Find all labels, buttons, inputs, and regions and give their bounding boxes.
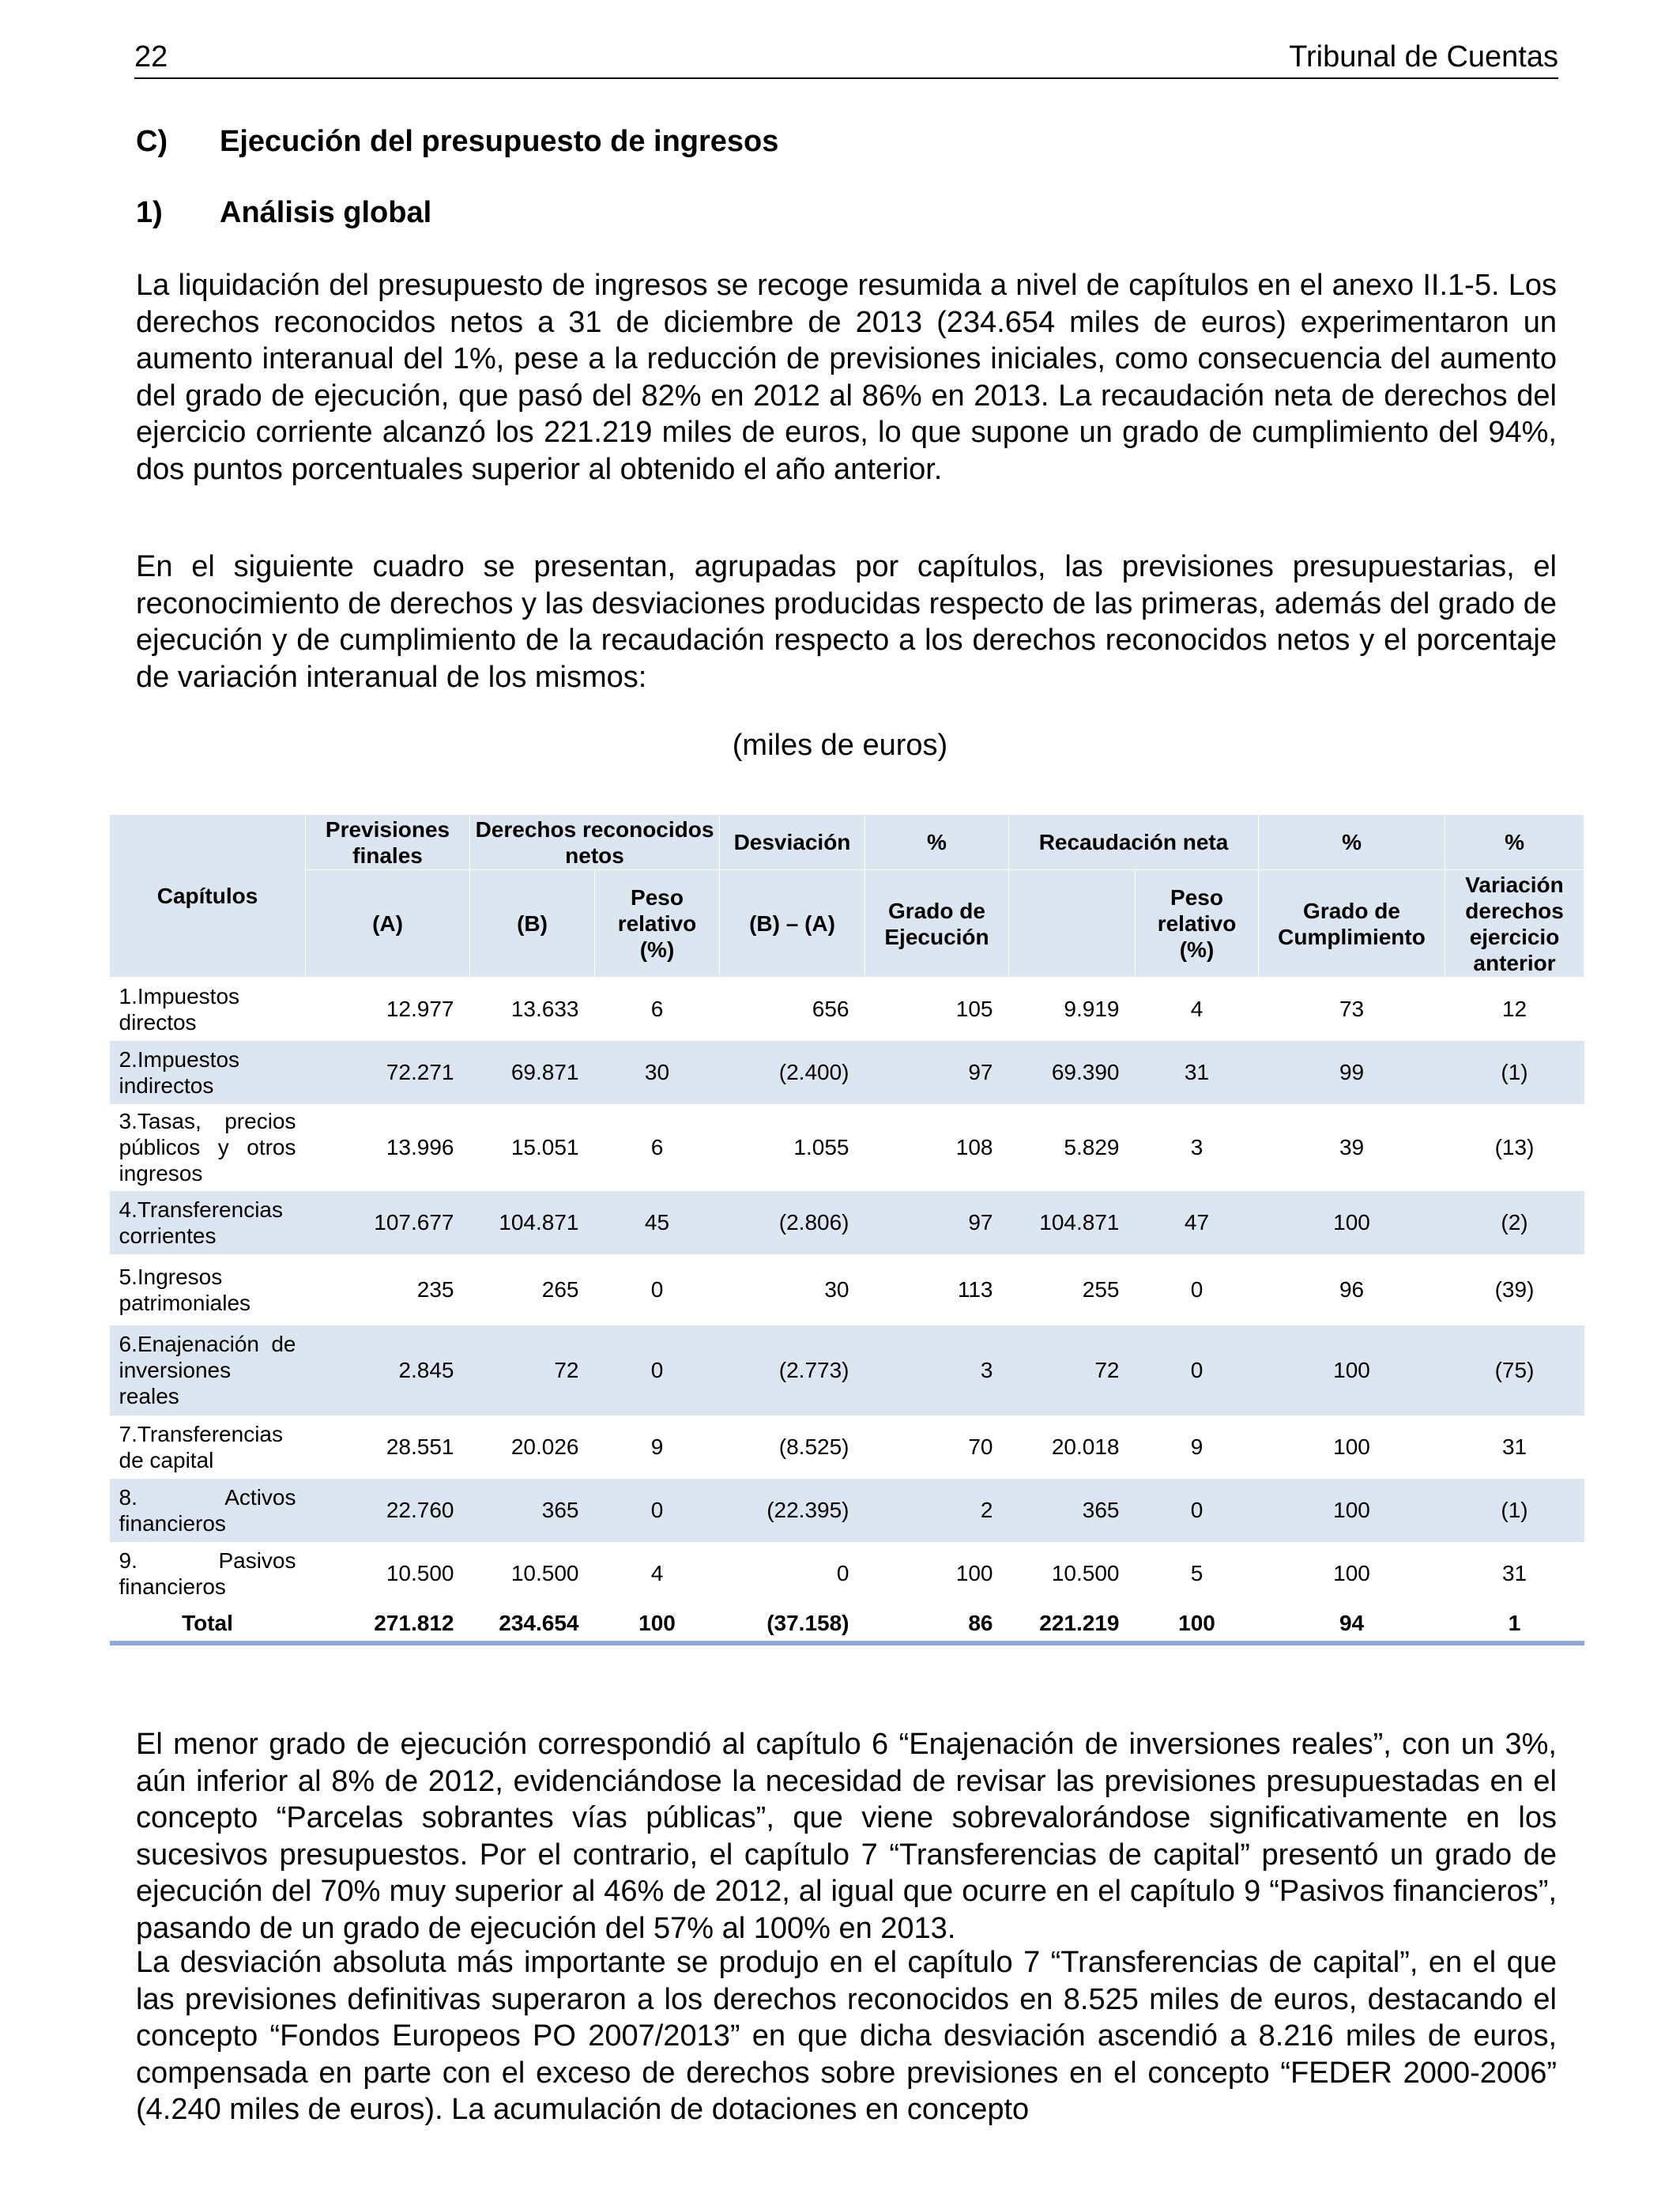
table-header-row-2 (110, 870, 1584, 978)
cell-desviacion: (22.395) (720, 1479, 865, 1542)
table-total-row (110, 1605, 1584, 1643)
cell-desviacion: (8.525) (778, 1434, 849, 1459)
cell-grado-cumplimiento: 100 (1259, 1325, 1445, 1416)
cell-grado-ejecucion: 108 (955, 1135, 993, 1159)
paragraph-3: El menor grado de ejecución correspondió al capítulo 6 “Enajenación de inversiones reales”, con un 3%, aún inferior al 8% de 2012, evidenciándose la necesidad de revisar las previsiones presupuestadas en el concepto “Parcelas sobrantes vías públicas”, que viene sobrevalorándose significativamente en los sucesivos presupuestos. Por el contrario, el capítulo 7 “Transferencias de capital” presentó un grado de ejecución del 70% muy superior al 46% de 2012, al igual que ocurre en el capítulo 9 “Pasivos financieros”, pasando de un grado de ejecución del 57% al 100% en 2013. (136, 1728, 1557, 1945)
table-row (110, 1325, 1584, 1416)
subsection-title: Análisis global (220, 196, 432, 229)
paragraph-2: En el siguiente cuadro se presentan, agrupadas por capítulos, las previsiones presupuestarias, el reconocimiento de derechos y las desviaciones producidas respecto de las primeras, además del grado de ejecución y de cumplimiento de la recaudación respecto a los derechos reconocidos netos y el porcentaje de variación interanual de los mismos: (136, 550, 1557, 694)
col-header-peso-relativo-2: Peso relativo (%) (1136, 870, 1259, 978)
cell-previsiones: 235 (416, 1277, 454, 1302)
col-header-variacion: Variación derechos ejercicio anterior (1445, 870, 1584, 978)
cell-capitulo: 6.Enajenación de inversiones reales (110, 1325, 306, 1416)
cell-desviacion: 1.055 (793, 1135, 849, 1159)
cell-recaudacion: 104.871 (1009, 1191, 1136, 1254)
cell-peso-recaudacion: 0 (1136, 1479, 1259, 1542)
cell-desviacion: 656 (812, 997, 849, 1022)
cell-recaudacion: 255 (1082, 1277, 1120, 1302)
col-header-pct-variacion: % (1445, 815, 1584, 870)
cell-capitulo: 7.Transferencias de capital (119, 1421, 283, 1472)
paragraph-2-container (136, 548, 1557, 696)
cell-total-recaudacion: 221.219 (1009, 1605, 1136, 1643)
table-row (110, 1191, 1584, 1254)
cell-previsiones: 12.977 (386, 997, 454, 1022)
col-header-b-minus-a: (B) – (A) (720, 870, 865, 978)
cell-previsiones: 72.271 (306, 1041, 470, 1104)
cell-peso-recaudacion: 31 (1136, 1041, 1259, 1104)
paragraph-3-container (136, 1726, 1557, 1947)
cell-total-peso-recaudacion: 100 (1136, 1605, 1259, 1643)
cell-previsiones: 10.500 (386, 1561, 454, 1585)
cell-peso-recaudacion: 5 (1190, 1561, 1203, 1585)
table-row (110, 1479, 1584, 1542)
page-header (134, 40, 1558, 79)
table-row (110, 1041, 1584, 1104)
col-header-recaudacion-blank (1009, 870, 1136, 978)
col-header-derechos: Derechos reconocidos netos (470, 815, 720, 870)
cell-peso-relativo: 30 (595, 1041, 720, 1104)
col-header-grado-ejecucion: Grado de Ejecución (865, 870, 1009, 978)
cell-derechos: 265 (541, 1277, 579, 1302)
cell-derechos: 365 (470, 1479, 595, 1542)
paragraph-1: La liquidación del presupuesto de ingresos se recoge resumida a nivel de capítulos en el anexo II.1-5. Los derechos reconocidos netos a 31 de diciembre de 2013 (234.654 miles de euros) experimentaron un aumento interanual del 1%, pese a la reducción de previsiones iniciales, como consecuencia del aumento del grado de ejecución, que pasó del 82% en 2012 al 86% en 2013. La recaudación neta de derechos del ejercicio corriente alcanzó los 221.219 miles de euros, lo que supone un grado de cumplimiento del 94%, dos puntos porcentuales superior al obtenido el año anterior. (136, 269, 1557, 486)
cell-peso-relativo: 45 (595, 1191, 720, 1254)
table-row (110, 1254, 1584, 1325)
cell-desviacion: 30 (824, 1277, 849, 1302)
col-header-previsiones: Previsiones finales (306, 815, 470, 870)
cell-previsiones: 28.551 (386, 1434, 454, 1459)
cell-recaudacion: 20.018 (1051, 1434, 1120, 1459)
cell-variacion: (39) (1494, 1277, 1535, 1302)
cell-peso-relativo: 0 (650, 1277, 664, 1302)
cell-peso-recaudacion: 0 (1190, 1277, 1203, 1302)
cell-grado-cumplimiento: 96 (1339, 1277, 1365, 1302)
cell-variacion: (75) (1445, 1325, 1584, 1416)
cell-capitulo: 3.Tasas, precios públicos y otros ingresos (119, 1109, 296, 1186)
cell-total-derechos: 234.654 (470, 1605, 595, 1643)
col-header-b: (B) (470, 870, 595, 978)
cell-derechos: 15.051 (510, 1135, 579, 1159)
cell-previsiones: 2.845 (306, 1325, 470, 1416)
table-row (110, 1416, 1584, 1479)
cell-total-label: Total (110, 1605, 306, 1643)
cell-grado-ejecucion: 70 (968, 1434, 993, 1459)
table-header-row-1 (110, 815, 1584, 870)
table-units: (miles de euros) (732, 729, 948, 762)
cell-capitulo: 9. Pasivos financieros (119, 1547, 296, 1599)
cell-peso-recaudacion: 47 (1136, 1191, 1259, 1254)
cell-peso-relativo: 0 (595, 1325, 720, 1416)
cell-total-grado-cumplimiento: 94 (1259, 1605, 1445, 1643)
cell-grado-cumplimiento: 100 (1333, 1561, 1370, 1585)
cell-previsiones: 13.996 (386, 1135, 454, 1159)
cell-grado-ejecucion: 3 (865, 1325, 1009, 1416)
page-number: 22 (134, 40, 168, 74)
cell-desviacion: 0 (836, 1561, 849, 1585)
col-header-peso-relativo-1: Peso relativo (%) (595, 870, 720, 978)
cell-grado-cumplimiento: 100 (1259, 1191, 1445, 1254)
cell-capitulo: 8. Activos financieros (110, 1479, 306, 1542)
col-header-a: (A) (306, 870, 470, 978)
cell-grado-cumplimiento: 73 (1339, 997, 1365, 1022)
cell-variacion: 31 (1501, 1561, 1527, 1585)
cell-desviacion: (2.806) (720, 1191, 865, 1254)
cell-variacion: (13) (1494, 1135, 1535, 1159)
budget-table (109, 814, 1584, 1646)
cell-peso-relativo: 9 (650, 1434, 664, 1459)
cell-peso-recaudacion: 0 (1136, 1325, 1259, 1416)
cell-variacion: (1) (1445, 1479, 1584, 1542)
col-header-recaudacion: Recaudación neta (1009, 815, 1259, 870)
cell-variacion: 31 (1501, 1434, 1527, 1459)
section-title: Ejecución del presupuesto de ingresos (220, 125, 779, 158)
col-header-capitulos: Capítulos (110, 815, 306, 978)
cell-recaudacion: 10.500 (1051, 1561, 1120, 1585)
subsection-number: 1) (136, 196, 163, 229)
cell-capitulo: 5.Ingresos patrimoniales (119, 1264, 251, 1315)
cell-grado-ejecucion: 97 (865, 1041, 1009, 1104)
paragraph-4-container (136, 1944, 1557, 2128)
cell-recaudacion: 365 (1009, 1479, 1136, 1542)
institution-name: Tribunal de Cuentas (1289, 40, 1558, 74)
cell-grado-ejecucion: 2 (865, 1479, 1009, 1542)
cell-grado-cumplimiento: 99 (1259, 1041, 1445, 1104)
cell-peso-relativo: 0 (595, 1479, 720, 1542)
cell-variacion: (1) (1445, 1041, 1584, 1104)
cell-grado-cumplimiento: 100 (1259, 1479, 1445, 1542)
cell-total-previsiones: 271.812 (306, 1605, 470, 1643)
cell-variacion: (2) (1445, 1191, 1584, 1254)
cell-grado-ejecucion: 100 (955, 1561, 993, 1585)
cell-derechos: 69.871 (470, 1041, 595, 1104)
cell-peso-recaudacion: 4 (1190, 997, 1203, 1022)
col-header-desviacion: Desviación (720, 815, 865, 870)
cell-capitulo: 2.Impuestos indirectos (110, 1041, 306, 1104)
col-header-grado-cumplimiento: Grado de Cumplimiento (1259, 870, 1445, 978)
cell-peso-relativo: 4 (650, 1561, 664, 1585)
subsection-heading-1 (136, 196, 1557, 230)
cell-total-peso-relativo: 100 (595, 1605, 720, 1643)
cell-recaudacion: 9.919 (1064, 997, 1120, 1022)
col-header-pct-ejecucion: % (865, 815, 1009, 870)
col-header-pct-cumplimiento: % (1259, 815, 1445, 870)
cell-total-variacion: 1 (1445, 1605, 1584, 1643)
cell-grado-cumplimiento: 39 (1339, 1135, 1365, 1159)
cell-peso-relativo: 6 (650, 997, 664, 1022)
cell-grado-ejecucion: 105 (955, 997, 993, 1022)
cell-peso-recaudacion: 3 (1190, 1135, 1203, 1159)
cell-previsiones: 22.760 (306, 1479, 470, 1542)
table-row (110, 1542, 1584, 1605)
paragraph-4: La desviación absoluta más importante se produjo en el capítulo 7 “Transferencias de capital”, en el que las previsiones definitivas superaron a los derechos reconocidos en 8.525 miles de euros, destacando el concepto “Fondos Europeos PO 2007/2013” en que dicha desviación ascendió a 8.216 miles de euros, compensada en parte con el exceso de derechos sobre previsiones en el concepto “FEDER 2000-2006” (4.240 miles de euros). La acumulación de dotaciones en concepto (136, 1946, 1557, 2126)
cell-capitulo: 4.Transferencias corrientes (110, 1191, 306, 1254)
cell-recaudacion: 72 (1009, 1325, 1136, 1416)
cell-desviacion: (2.773) (720, 1325, 865, 1416)
cell-total-grado-ejecucion: 86 (865, 1605, 1009, 1643)
table-row (110, 1104, 1584, 1191)
cell-recaudacion: 69.390 (1009, 1041, 1136, 1104)
cell-grado-ejecucion: 113 (957, 1277, 993, 1302)
table-row (110, 978, 1584, 1041)
cell-derechos: 13.633 (510, 997, 579, 1022)
paragraph-1-container (136, 267, 1557, 488)
section-number: C) (136, 125, 168, 158)
cell-derechos: 104.871 (470, 1191, 595, 1254)
cell-derechos: 10.500 (510, 1561, 579, 1585)
cell-grado-ejecucion: 97 (865, 1191, 1009, 1254)
cell-grado-cumplimiento: 100 (1333, 1434, 1370, 1459)
cell-previsiones: 107.677 (306, 1191, 470, 1254)
cell-derechos: 20.026 (510, 1434, 579, 1459)
cell-variacion: 12 (1501, 997, 1527, 1022)
cell-desviacion: (2.400) (720, 1041, 865, 1104)
section-heading-c (136, 125, 1557, 159)
cell-recaudacion: 5.829 (1064, 1135, 1120, 1159)
cell-peso-recaudacion: 9 (1190, 1434, 1203, 1459)
cell-derechos: 72 (470, 1325, 595, 1416)
cell-capitulo: 1.Impuestos directos (119, 983, 240, 1035)
cell-peso-relativo: 6 (650, 1135, 664, 1159)
cell-total-desviacion: (37.158) (720, 1605, 865, 1643)
